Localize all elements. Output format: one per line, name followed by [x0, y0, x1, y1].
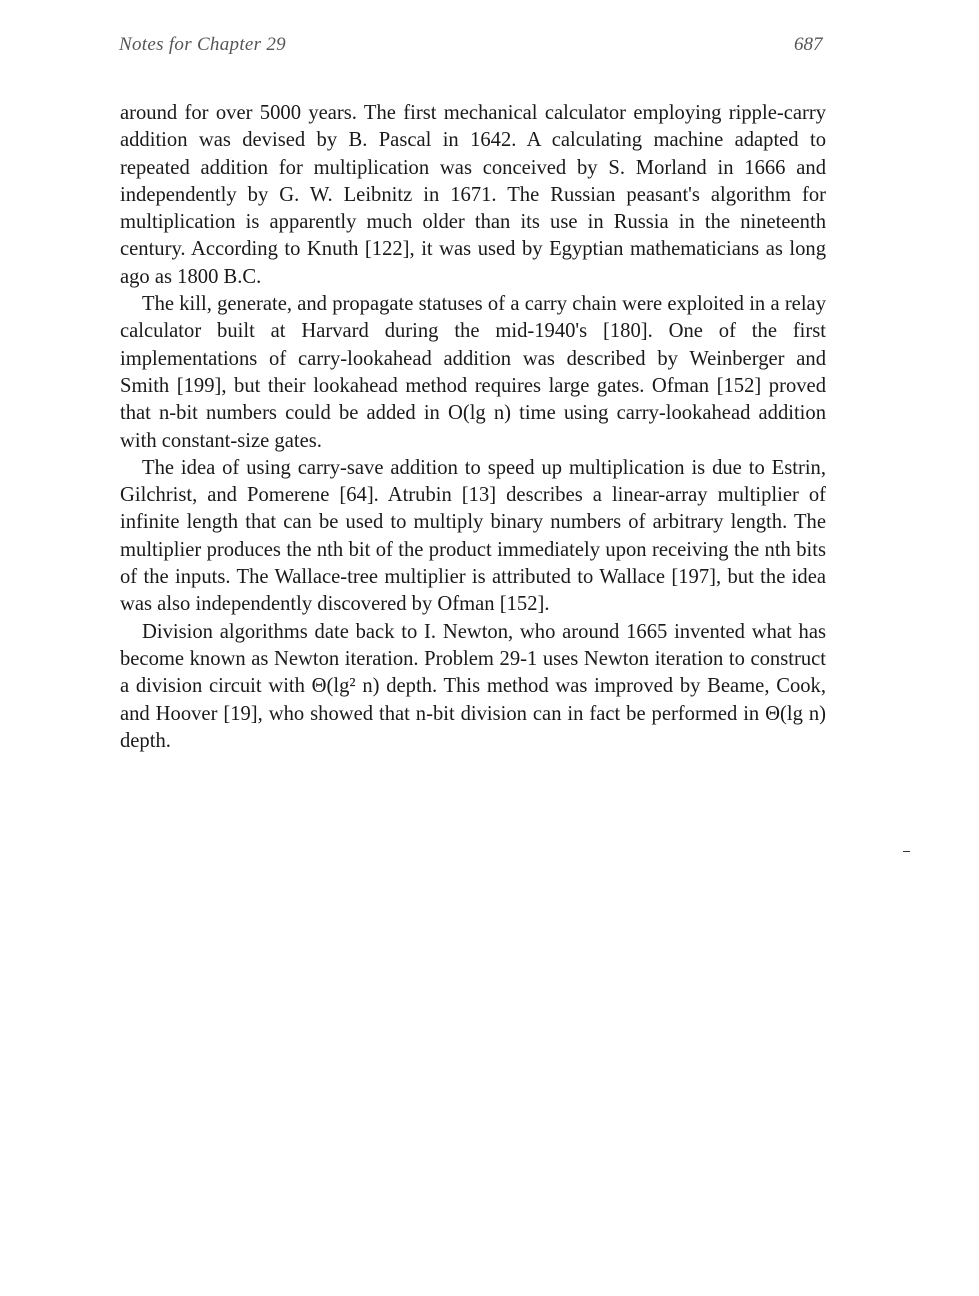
paragraph-1: around for over 5000 years. The first mechanical calculator employing ripple-carry addition was devised by B. Pascal in 1642. A calculating machine adapted to repeated addition for multiplication was conceived by S. Morland in 1666 and independently by G. W. Leibnitz in 1671. The Russian peasant's algorithm for multiplication is apparently much older than its use in Russia in the nineteenth century. According to Knuth [122], it was used by Egyptian mathematicians as long ago as 1800 B.C.	[120, 102, 826, 288]
paragraph-4: Division algorithms date back to I. Newton, who around 1665 invented what has become known as Newton iteration. Problem 29-1 uses Newton iteration to construct a division circuit with Θ(lg² n) depth. This method was improved by Beame, Cook, and Hoover [19], who showed that n-bit division can in fact be performed in Θ(lg n) depth.	[120, 620, 826, 752]
paragraph-3: The idea of using carry-save addition to speed up multiplication is due to Estrin, Gilchrist, and Pomerene [64]. Atrubin [13] describes a linear-array multiplier of infinite length that can be used to multiply binary numbers of arbitrary length. The multiplier produces the nth bit of the product immediately upon receiving the nth bits of the inputs. The Wallace-tree multiplier is attributed to Wallace [197], but the idea was also independently discovered by Ofman [152].	[120, 456, 826, 616]
paragraph-2: The kill, generate, and propagate statuses of a carry chain were exploited in a relay calculator built at Harvard during the mid-1940's [180]. One of the first implementations of carry-lookahead addition was described by Weinberger and Smith [199], but their lookahead method requires large gates. Ofman [152] proved that n-bit numbers could be added in O(lg n) time using carry-lookahead addition with constant-size gates.	[120, 293, 826, 452]
running-head: Notes for Chapter 29	[119, 34, 286, 55]
body-text	[120, 100, 826, 755]
stray-mark	[903, 851, 910, 852]
page-number: 687	[794, 34, 823, 55]
